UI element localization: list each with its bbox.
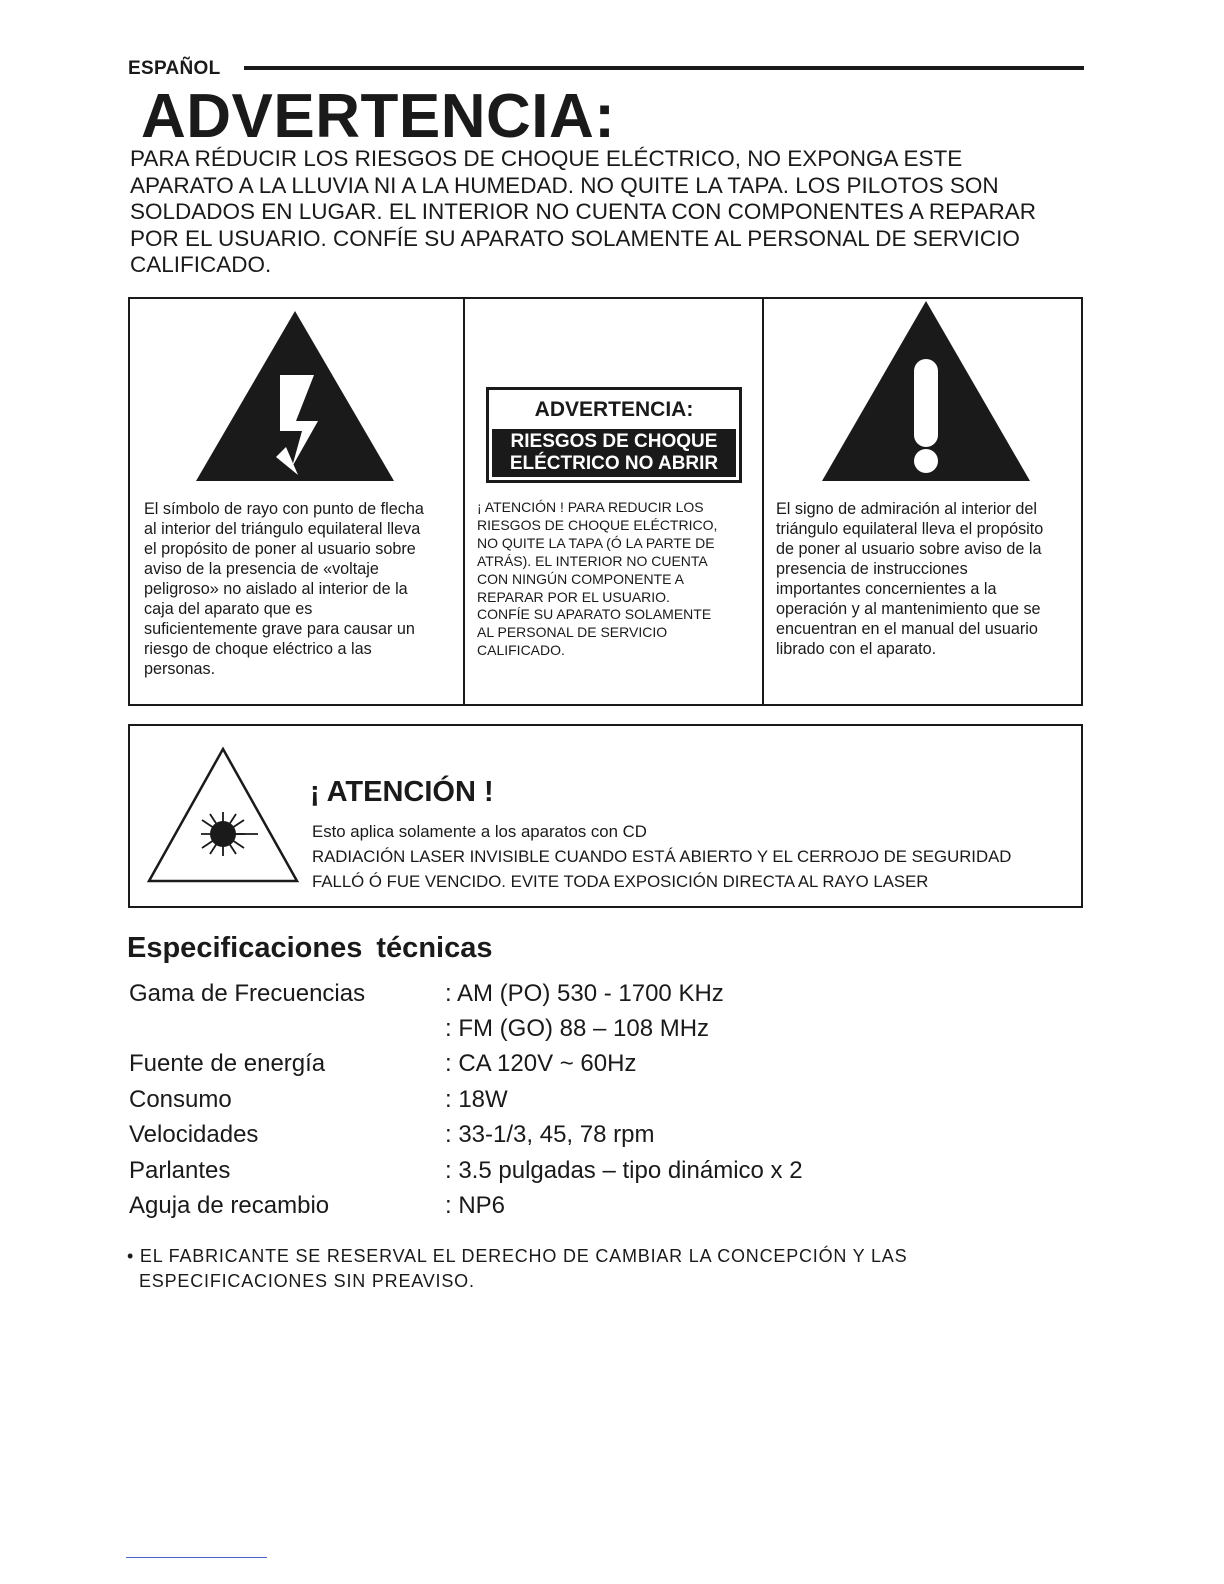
spec-value: : NP6 xyxy=(445,1192,506,1219)
spec-row xyxy=(129,1157,1029,1191)
label-band xyxy=(492,429,736,477)
language-header xyxy=(128,58,1084,82)
text-line: triángulo equilateral lleva el propósito xyxy=(776,520,1044,538)
label-title: ADVERTENCIA: xyxy=(534,398,694,421)
text-line: CON NINGÚN COMPONENTE A xyxy=(477,570,684,587)
text-line: ¡ ATENCIÓN ! PARA REDUCIR LOS xyxy=(477,499,704,515)
text-line: NO QUITE LA TAPA (Ó LA PARTE DE xyxy=(477,534,715,551)
spec-label: Fuente de energía xyxy=(129,1050,326,1077)
spec-value: : AM (PO) 530 - 1700 KHz xyxy=(445,980,724,1007)
specifications-title: Especificaciones técnicas xyxy=(127,932,493,964)
spec-label: Consumo xyxy=(129,1086,232,1113)
text-line: caja del aparato que es xyxy=(144,600,313,618)
header-rule xyxy=(244,66,1084,70)
text-line: operación y al mantenimiento que se xyxy=(776,600,1041,618)
footnote xyxy=(127,1244,907,1294)
spec-label: Parlantes xyxy=(129,1157,231,1184)
laser-text-line: Esto aplica solamente a los aparatos con CD xyxy=(312,822,647,841)
text-line: El signo de admiración al interior del xyxy=(776,500,1037,518)
spec-value: : 3.5 pulgadas – tipo dinámico x 2 xyxy=(445,1157,803,1184)
spec-row xyxy=(129,1050,1029,1084)
bottom-rule xyxy=(126,1557,267,1558)
text-line: REPARAR POR EL USUARIO. xyxy=(477,588,670,605)
column-divider xyxy=(463,299,465,704)
text-line: aviso de la presencia de «voltaje xyxy=(144,560,379,578)
text-line: suficientemente grave para causar un xyxy=(144,620,415,638)
warning-line: PARA RÉDUCIR LOS RIESGOS DE CHOQUE ELÉCTRICO, NO EXPONGA ESTE xyxy=(130,146,963,171)
footnote-line: ESPECIFICACIONES SIN PREAVISO. xyxy=(139,1271,475,1291)
warning-line: CALIFICADO. xyxy=(130,252,272,277)
text-line: peligroso» no aislado al interior de la xyxy=(144,580,408,598)
language-label: ESPAÑOL xyxy=(128,58,221,79)
symbols-box xyxy=(128,297,1083,706)
laser-text-line: RADIACIÓN LASER INVISIBLE CUANDO ESTÁ ABIERTO Y EL CERROJO DE SEGURIDAD xyxy=(312,847,1012,866)
text-line: de poner al usuario sobre aviso de la xyxy=(776,540,1042,558)
laser-radiation-icon xyxy=(146,746,300,884)
text-line: personas. xyxy=(144,660,216,678)
text-line: importantes concernientes a la xyxy=(776,580,997,598)
shock-warning-label xyxy=(486,387,742,483)
spec-value: : CA 120V ~ 60Hz xyxy=(445,1050,637,1077)
laser-warning-box xyxy=(128,724,1083,908)
warning-line: SOLDADOS EN LUGAR. EL INTERIOR NO CUENTA CON COMPONENTES A REPARAR xyxy=(130,199,1036,224)
spec-value: : FM (GO) 88 – 108 MHz xyxy=(445,1015,710,1042)
text-line: presencia de instrucciones xyxy=(776,560,968,578)
main-title: ADVERTENCIA: xyxy=(141,82,616,151)
laser-text-line: FALLÓ Ó FUE VENCIDO. EVITE TODA EXPOSICIÓN DIRECTA AL RAYO LASER xyxy=(312,872,929,891)
text-line: AL PERSONAL DE SERVICIO xyxy=(477,624,668,641)
spec-row xyxy=(129,1015,1029,1049)
text-line: CONFÍE SU APARATO SOLAMENTE xyxy=(477,606,712,623)
laser-caution-title: ¡ ATENCIÓN ! xyxy=(310,776,494,808)
text-line: librado con el aparato. xyxy=(776,640,937,658)
main-warning-text xyxy=(130,146,1100,279)
footnote-line: • EL FABRICANTE SE RESERVAL EL DERECHO DE CAMBIAR LA CONCEPCIÓN Y LAS xyxy=(127,1246,908,1266)
lightning-description xyxy=(144,499,460,679)
spec-row xyxy=(129,1086,1029,1120)
spec-label: Gama de Frecuencias xyxy=(129,980,366,1007)
spec-label: Velocidades xyxy=(129,1121,259,1148)
spec-row xyxy=(129,1121,1029,1155)
caution-description xyxy=(477,499,761,660)
warning-line: APARATO A LA LLUVIA NI A LA HUMEDAD. NO QUITE LA TAPA. LOS PILOTOS SON xyxy=(130,172,999,198)
text-line: El símbolo de rayo con punto de flecha xyxy=(144,500,424,518)
spec-value: : 18W xyxy=(445,1086,508,1113)
spec-row xyxy=(129,1192,1029,1226)
text-line: RIESGOS DE CHOQUE ELÉCTRICO, xyxy=(477,516,718,533)
exclamation-description xyxy=(776,499,1080,659)
spec-label: Aguja de recambio xyxy=(129,1192,330,1219)
text-line: CALIFICADO. xyxy=(477,642,565,659)
lightning-warning-icon xyxy=(194,309,396,483)
text-line: ATRÁS). EL INTERIOR NO CUENTA xyxy=(477,552,708,569)
text-line: el propósito de poner al usuario sobre xyxy=(144,540,416,558)
spec-row xyxy=(129,980,1029,1014)
warning-line: POR EL USUARIO. CONFÍE SU APARATO SOLAMENTE AL PERSONAL DE SERVICIO xyxy=(130,225,1020,251)
spec-value: : 33-1/3, 45, 78 rpm xyxy=(445,1121,655,1148)
exclamation-warning-icon xyxy=(820,299,1032,483)
label-band-line: RIESGOS DE CHOQUE xyxy=(510,431,718,452)
column-divider xyxy=(762,299,764,704)
label-band-line: ELÉCTRICO NO ABRIR xyxy=(509,453,719,474)
text-line: riesgo de choque eléctrico a las xyxy=(144,640,372,658)
text-line: al interior del triángulo equilateral lleva xyxy=(144,520,421,538)
text-line: encuentran en el manual del usuario xyxy=(776,620,1038,638)
